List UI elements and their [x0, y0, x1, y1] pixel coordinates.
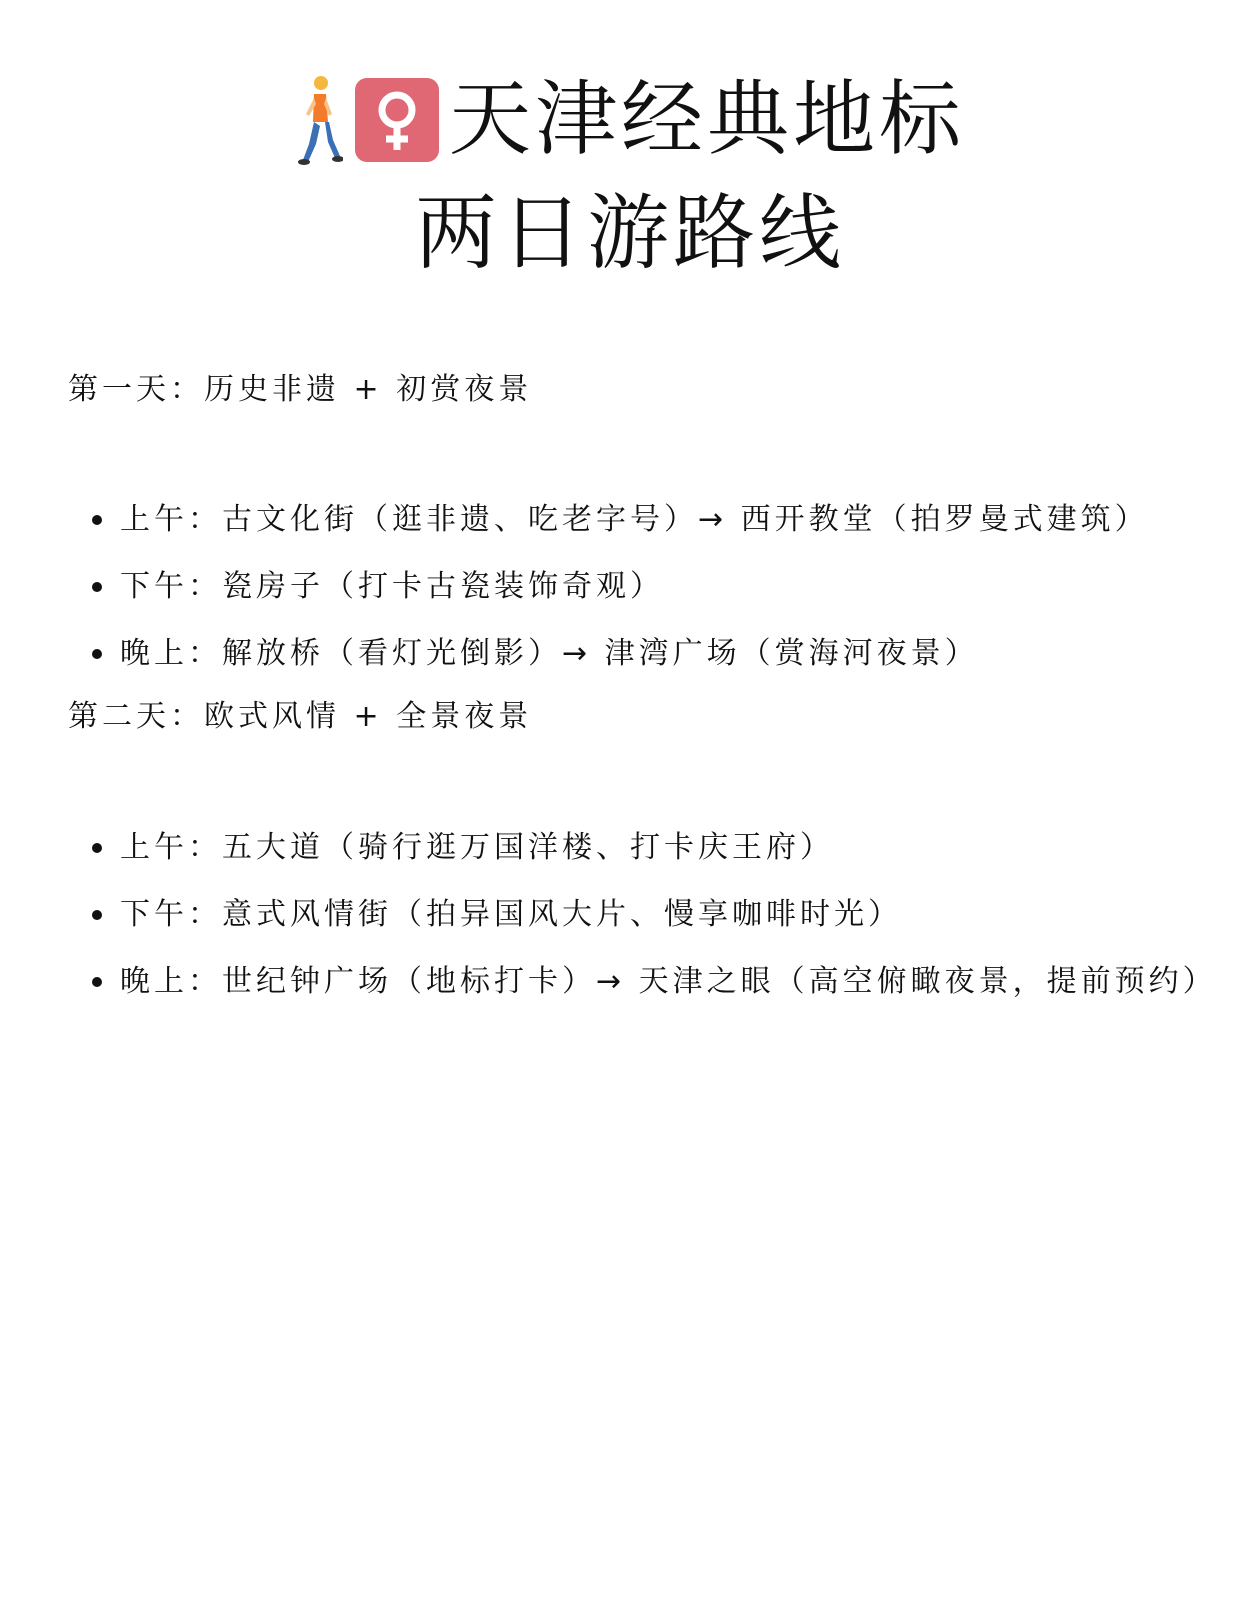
bullet-dot-icon — [92, 649, 102, 659]
list-item-text: 下午：意式风情街（拍异国风大片、慢享咖啡时光） — [120, 897, 902, 932]
list-item-text: 上午：古文化街（逛非遗、吃老字号）→ 西开教堂（拍罗曼式建筑） — [120, 502, 1149, 537]
list-item — [92, 828, 1217, 895]
bullet-dot-icon — [92, 843, 102, 853]
day-2-list — [92, 828, 1217, 1029]
day-1-list — [92, 500, 1149, 701]
list-item — [92, 895, 1217, 962]
title-text-1: 天津经典地标 — [448, 72, 965, 167]
bullet-dot-icon — [92, 515, 102, 525]
title-line-1 — [0, 70, 1260, 170]
bullet-dot-icon — [92, 582, 102, 592]
day-2-heading: 第二天：欧式风情 + 全景夜景 — [68, 699, 533, 734]
bullet-dot-icon — [92, 910, 102, 920]
person-walking-icon — [295, 74, 343, 166]
list-item-text: 上午：五大道（骑行逛万国洋楼、打卡庆王府） — [120, 830, 834, 865]
title-text-2: 两日游路线 — [414, 186, 845, 281]
list-item-text: 晚上：解放桥（看灯光倒影）→ 津湾广场（赏海河夜景） — [120, 636, 979, 671]
list-item — [92, 500, 1149, 567]
bullet-dot-icon — [92, 977, 102, 987]
day-1-heading: 第一天：历史非遗 + 初赏夜景 — [68, 372, 533, 407]
list-item — [92, 634, 1149, 701]
female-sign-icon — [355, 78, 439, 162]
page-title — [0, 70, 1260, 282]
list-item — [92, 962, 1217, 1029]
list-item — [92, 567, 1149, 634]
list-item-text: 下午：瓷房子（打卡古瓷装饰奇观） — [120, 569, 664, 604]
list-item-text: 晚上：世纪钟广场（地标打卡）→ 天津之眼（高空俯瞰夜景，提前预约） — [120, 964, 1217, 999]
title-line-2 — [0, 186, 1260, 282]
